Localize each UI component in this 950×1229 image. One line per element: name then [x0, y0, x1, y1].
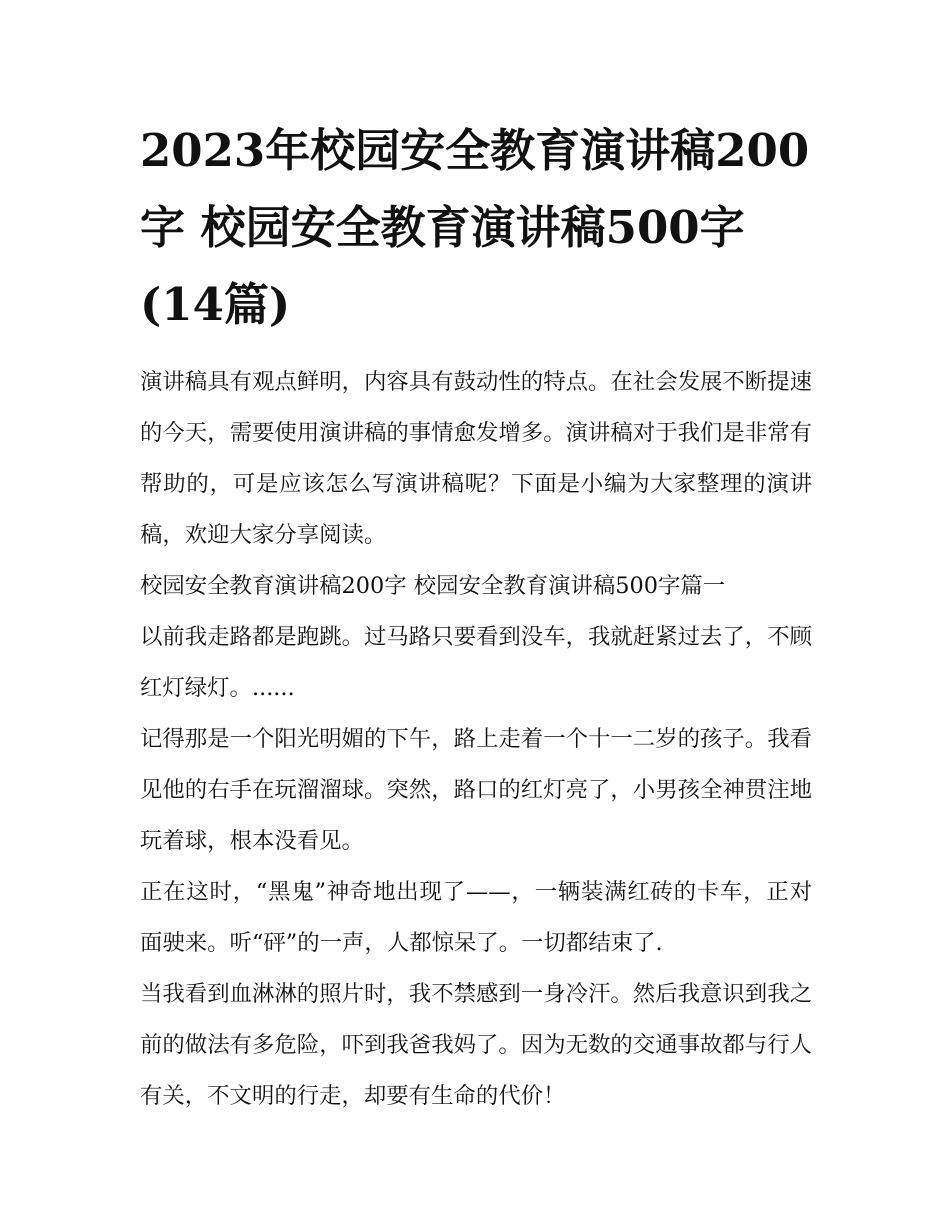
intro-paragraph: 演讲稿具有观点鲜明，内容具有鼓动性的特点。在社会发展不断提速的今天，需要使用演讲稿的事情愈发增多。演讲稿对于我们是非常有帮助的，可是应该怎么写演讲稿呢？下面是小编为大家整理的演讲稿，欢迎大家分享阅读。 [140, 369, 812, 548]
body-paragraph: 正在这时，“黑鬼”神奇地出现了——，一辆装满红砖的卡车，正对面驶来。听“砰”的一声，人都惊呆了。一切都结束了. [140, 879, 812, 956]
section-heading: 校园安全教育演讲稿200字 校园安全教育演讲稿500字篇一 [140, 573, 726, 599]
body-paragraph: 记得那是一个阳光明媚的下午，路上走着一个十一二岁的孩子。我看见他的右手在玩溜溜球。突然，路口的红灯亮了，小男孩全神贯注地玩着球，根本没看见。 [140, 726, 812, 854]
document-title: 2023年校园安全教育演讲稿200字 校园安全教育演讲稿500字(14篇) [140, 124, 810, 331]
document-page [140, 112, 812, 1122]
body-paragraph: 当我看到血淋淋的照片时，我不禁感到一身冷汗。然后我意识到我之前的做法有多危险，吓到我爸我妈了。因为无数的交通事故都与行人有关，不文明的行走，却要有生命的代价！ [140, 981, 812, 1109]
body-paragraph: 以前我走路都是跑跳。过马路只要看到没车，我就赶紧过去了，不顾红灯绿灯。...... [140, 624, 812, 701]
